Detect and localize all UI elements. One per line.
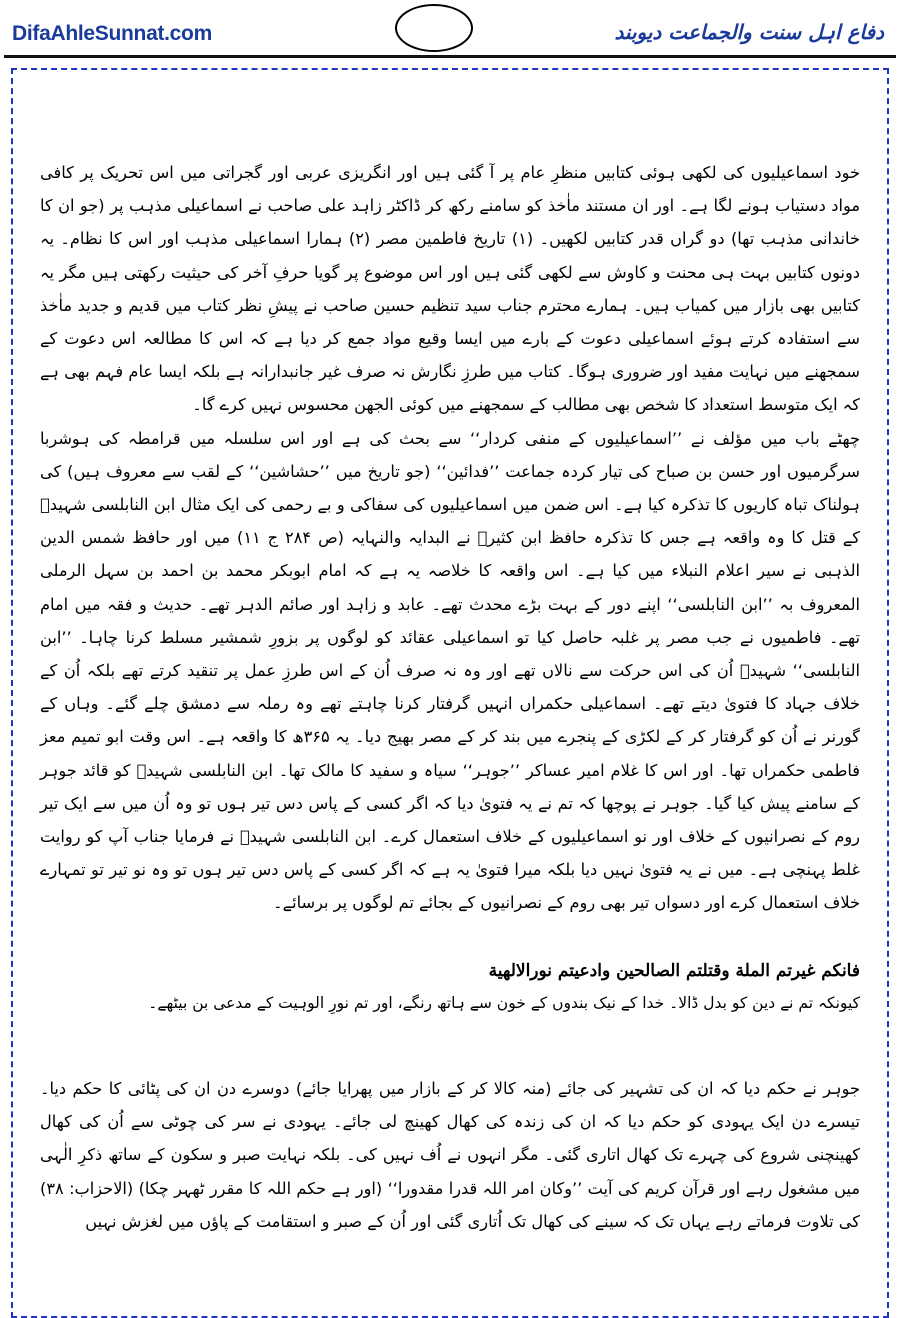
paragraph-intro: خود اسماعیلیوں کی لکھی ہوئی کتابیں منظرِ عام پر آ گئی ہیں اور انگریزی عربی اور گجراتی میں اس تحریک پر کافی مواد دستیاب ہونے لگا ہے۔ اور ان مستند ماٰخذ کو سامنے رکھ کر ڈاکٹر زاہد علی صاحب نے اسماعیلی مذہب پر (جو ان کا خاندانی مذہب تھا) دو گراں قدر کتابیں لکھیں۔ (۱) تاریخ فاطمین مصر (۲) ہمارا اسماعیلی مذہب اور اس کا نظام۔ یہ دونوں کتابیں بہت ہی محنت و کاوش سے لکھی گئی ہیں اور اس موضوع پر گویا حرفِ آخر کی حیثیت رکھتی ہیں مگر یہ کتابیں بھی بازار میں کمیاب ہیں۔ ہمارے محترم جناب سید تنظیم حسین صاحب نے پیشِ نظر کتاب میں قدیم و جدید ماٰخذ سے استفادہ کرتے ہوئے اسماعیلی دعوت کے بارے میں ایسا وقیع مواد جمع کر دیا ہے کہ اس کا مطالعہ اس دعوت کے سمجھنے میں نہایت مفید اور ضروری ہوگا۔ کتاب میں طرزِ نگارش نہ صرف غیر جانبدارانہ ہے بلکہ ایسا عام فہم بھی ہے کہ ایک متوسط استعداد کا شخص بھی مطالب کے سمجھنے میں کوئی الجھن محسوس نہیں کرے گا۔ xyxy=(40,163,860,415)
site-url[interactable]: DifaAhleSunnat.com xyxy=(12,22,212,45)
article-body-continued xyxy=(40,1072,860,1238)
paragraph-chapter-six: چھٹے باب میں مؤلف نے ’’اسماعیلیوں کے منفی کردار‘‘ سے بحث کی ہے اور اس سلسلہ میں قرامطہ کی ہوشربا سرگرمیوں اور حسن بن صباح کی تیار کردہ جماعت ’’فدائین‘‘ (جو تاریخ میں ’’حشاشین‘‘ کے لقب سے معروف ہیں) کی ہولناک تباہ کاریوں کا تذکرہ کیا ہے۔ اس ضمن میں اسماعیلیوں کی سفاکی و بے رحمی کی ایک مثال ابن النابلسی شہیدؒ کے قتل کا وہ واقعہ ہے جس کا تذکرہ حافظ ابن کثیرؒ نے البدایہ والنہایہ (ص ۲۸۴ ج ۱۱) میں اور حافظ شمس الدین الذہبی نے سیر اعلام النبلاء میں کیا ہے۔ اس واقعہ کا خلاصہ یہ ہے کہ امام ابوبکر محمد بن احمد بن سہل الرملی المعروف بہ ’’ابن النابلسی‘‘ اپنے دور کے بہت بڑے محدث تھے۔ عابد و زاہد اور صائم الدہر تھے۔ حدیث و فقہ میں امام تھے۔ فاطمیوں نے جب مصر پر غلبہ حاصل کیا تو اسماعیلی عقائد کو لوگوں پر بزورِ شمشیر مسلط کرنا چاہا۔ ’’ابن النابلسی‘‘ شہیدؒ اُن کی اس حرکت سے نالاں تھے اور وہ نہ صرف اُن کے اس طرزِ عمل پر تنقید کرتے تھے بلکہ اُن کے خلاف جہاد کا فتویٰ دیتے تھے۔ اسماعیلی حکمراں انہیں گرفتار کرنا چاہتے تھے وہ رملہ سے دمشق چلے گئے۔ وہاں کے گورنر نے اُن کو گرفتار کر کے لکڑی کے پنجرے میں بند کر کے مصر بھیج دیا۔ یہ ۳۶۵ھ کا واقعہ ہے۔ اس وقت ابو تمیم معز فاطمی حکمراں تھا۔ اور اس کا غلام امیر عساکر ’’جوہر‘‘ سیاہ و سفید کا مالک تھا۔ ابن النابلسی شہیدؒ کو قائد جوہر کے سامنے پیش کیا گیا۔ جوہر نے پوچھا کہ تم نے یہ فتویٰ دیا کہ اگر کسی کے پاس دس تیر ہوں تو وہ اُن میں سے ایک تیر روم کے نصرانیوں کے خلاف اور نو اسماعیلیوں کے خلاف استعمال کرے۔ ابن النابلسی شہیدؒ نے فرمایا جناب آپ کو روایت غلط پہنچی ہے۔ میں نے یہ فتویٰ نہیں دیا بلکہ میرا فتویٰ یہ ہے کہ اگر کسی کے پاس دس تیر ہوں تو وہ نو تیر تو تمہارے خلاف استعمال کرے اور دسواں تیر بھی روم کے نصرانیوں کے بجائے تم لوگوں پر برسائے۔ xyxy=(40,428,860,913)
page-number-oval xyxy=(395,4,473,52)
verse-translation: کیونکہ تم نے دین کو بدل ڈالا۔ خدا کے نیک بندوں کے خون سے ہاتھ رنگے، اور تم نورِ الوہیت کے مدعی بن بیٹھے۔ xyxy=(148,994,860,1012)
article-body xyxy=(40,156,860,920)
header-divider xyxy=(4,55,896,58)
verse-arabic: فانكم غيرتم الملة وقتلتم الصالحين وادعيتم نورالالهية xyxy=(488,961,860,981)
site-title: دفاع اہل سنت والجماعت دیوبند xyxy=(614,20,884,44)
paragraph-punishment: جوہر نے حکم دیا کہ ان کی تشہیر کی جائے (منہ کالا کر کے بازار میں پھرایا جائے) دوسرے دن ان کی پٹائی کا حکم دیا۔ تیسرے دن ایک یہودی کو حکم دیا کہ ان کی زندہ کی کھال کھینچ لی جائے۔ یہودی نے سر کی چوٹی سے اُن کی کھال کھینچنی شروع کی چہرے تک کھال اتاری گئی۔ مگر انہوں نے اُف نہیں کی۔ بلکہ نہایت صبر و سکون کے ساتھ ذکرِ الٰہی میں مشغول رہے اور قرآن کریم کی آیت ’’وکان امر اللہ قدرا مقدورا‘‘ (اور ہے حکم اللہ کا مقرر ٹھہر چکا) (الاحزاب: ۳۸) کی تلاوت فرماتے رہے یہاں تک کہ سینے کی کھال تک اُتاری گئی اور اُن کے صبر و استقامت کے پاؤں میں لغزش نہیں xyxy=(40,1079,860,1231)
